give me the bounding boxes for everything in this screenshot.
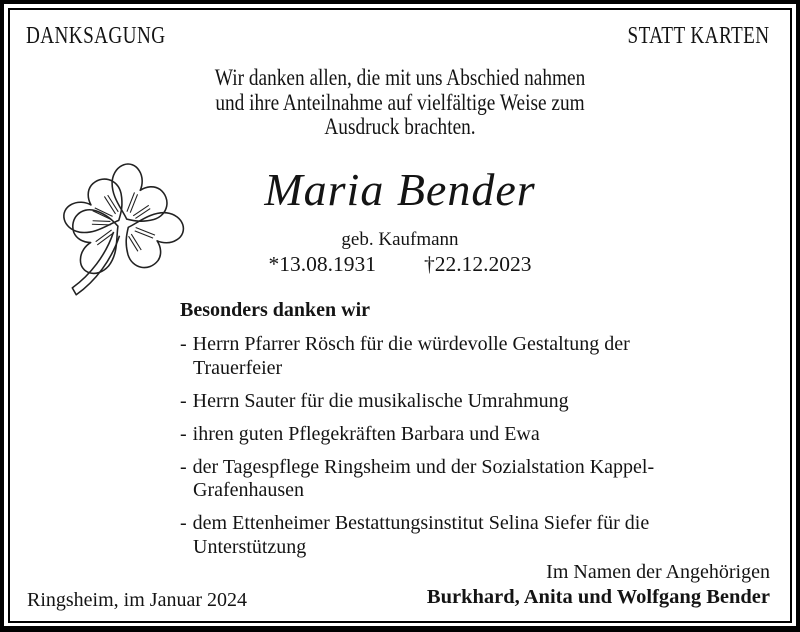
intro-paragraph bbox=[64, 66, 736, 140]
place-and-date: Ringsheim, im Januar 2024 bbox=[27, 589, 247, 611]
thanks-item bbox=[180, 423, 672, 447]
thanks-item-text: ihren guten Pflegekräften Barbara und Ewa bbox=[192, 422, 540, 445]
thanks-item bbox=[180, 456, 672, 503]
birth-date: *13.08.1931 bbox=[268, 252, 376, 276]
thanks-item-text: der Tagespflege Ringsheim und der Sozialstation Kappel-Grafenhausen bbox=[192, 455, 655, 501]
life-dates bbox=[0, 252, 800, 277]
thanks-item bbox=[180, 333, 672, 380]
thanks-item-text: dem Ettenheimer Bestattungsinstitut Selina Siefer für die Unterstützung bbox=[192, 512, 650, 558]
intro-line-3: Ausdruck brachten. bbox=[324, 114, 476, 139]
death-date: †22.12.2023 bbox=[424, 252, 532, 276]
list-dash: - bbox=[180, 333, 187, 355]
list-dash: - bbox=[180, 389, 187, 412]
statt-karten-label: STATT KARTEN bbox=[627, 23, 770, 49]
notice-type-label: DANKSAGUNG bbox=[26, 23, 166, 49]
list-dash: - bbox=[180, 512, 187, 534]
thanks-item-text: Herrn Pfarrer Rösch für die würdevolle Gestaltung der Trauerfeier bbox=[192, 333, 630, 379]
intro-line-2: und ihre Anteilnahme auf vielfältige Weise zum bbox=[215, 89, 585, 115]
thanks-item bbox=[180, 512, 672, 559]
closing-family-names: Burkhard, Anita und Wolfgang Bender bbox=[426, 586, 770, 608]
thanks-section bbox=[180, 299, 672, 569]
intro-line-1: Wir danken allen, die mit uns Abschied nahmen bbox=[214, 65, 586, 90]
maiden-name: geb. Kaufmann bbox=[341, 229, 459, 250]
thanks-heading: Besonders danken wir bbox=[180, 299, 371, 321]
list-dash: - bbox=[180, 422, 187, 445]
thanks-item-text: Herrn Sauter für die musikalische Umrahmung bbox=[192, 389, 569, 412]
closing-attribution: Im Namen der Angehörigen bbox=[546, 561, 770, 583]
list-dash: - bbox=[180, 455, 187, 478]
closing-block bbox=[427, 560, 770, 610]
deceased-name: Maria Bender bbox=[264, 164, 536, 215]
thanks-item bbox=[180, 390, 672, 414]
